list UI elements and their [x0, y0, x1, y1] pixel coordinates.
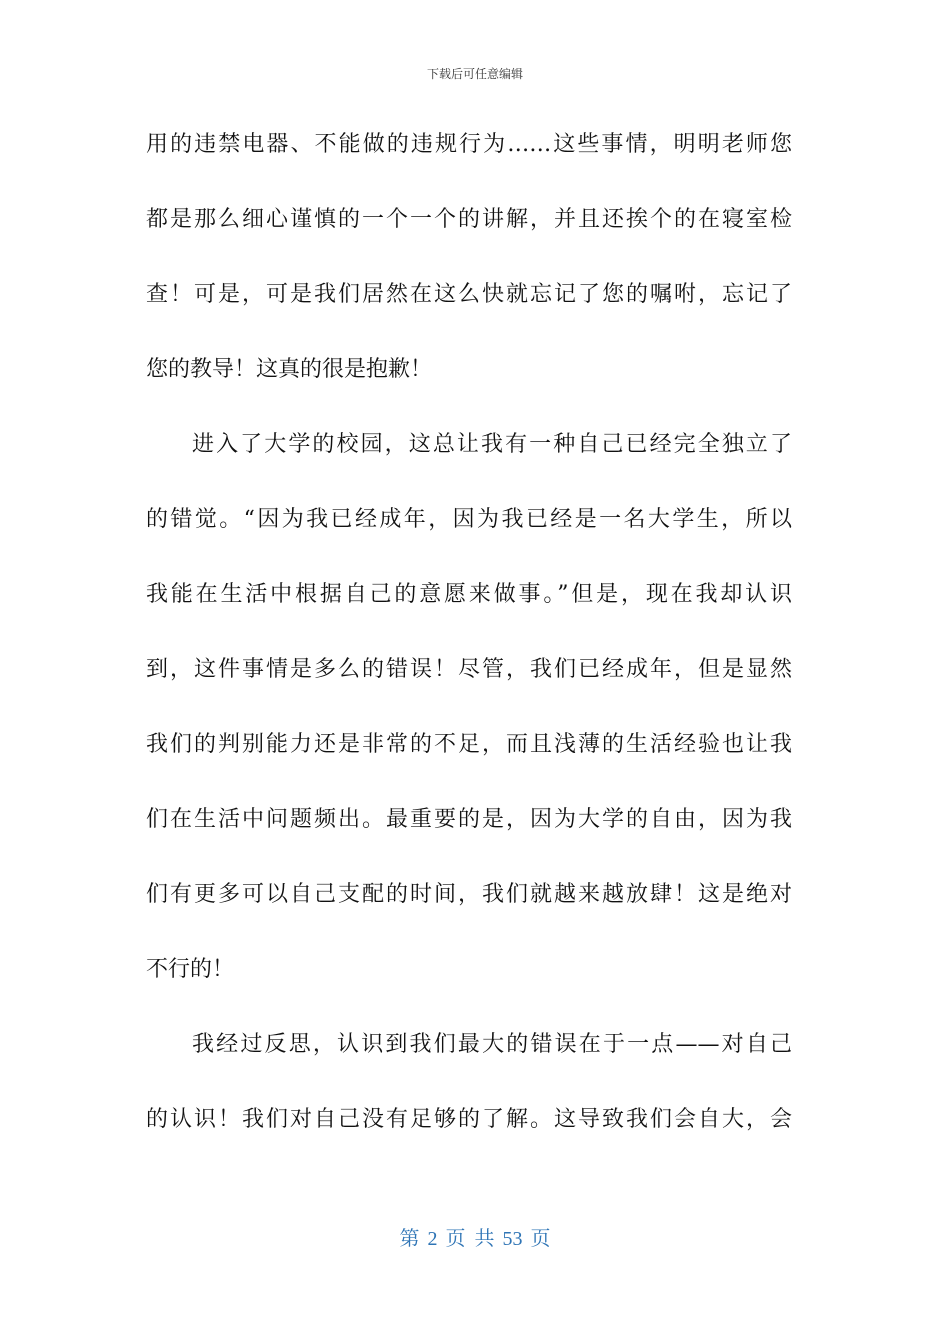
text-line: 的认识！我们对自己没有足够的了解。这导致我们会自大，会 — [146, 1107, 792, 1132]
text-line: 用的违禁电器、不能做的违规行为……这些事情，明明老师您 — [146, 132, 792, 157]
page-footer — [0, 1226, 950, 1252]
total-pages-number: 53 — [502, 1228, 523, 1250]
text-line: 查！可是，可是我们居然在这么快就忘记了您的嘱咐，忘记了 — [146, 282, 792, 307]
text-line: 不行的！ — [146, 957, 235, 982]
page-header: 下载后可任意编辑 — [426, 67, 523, 81]
text-line: 我能在生活中根据自己的意愿来做事。”但是，现在我却认识 — [146, 582, 792, 607]
text-line-paragraph-start: 我经过反思，认识到我们最大的错误在于一点——对自己 — [192, 1032, 792, 1057]
text-line: 们有更多可以自己支配的时间，我们就越来越放肆！这是绝对 — [146, 882, 792, 907]
footer-prefix: 第 — [399, 1228, 420, 1250]
text-line: 的错觉。“因为我已经成年，因为我已经是一名大学生，所以 — [146, 507, 792, 532]
document-body — [146, 124, 792, 1174]
text-line: 们在生活中问题频出。最重要的是，因为大学的自由，因为我 — [146, 807, 792, 832]
text-line: 到，这件事情是多么的错误！尽管，我们已经成年，但是显然 — [146, 657, 792, 682]
text-line: 我们的判别能力还是非常的不足，而且浅薄的生活经验也让我 — [146, 732, 792, 757]
footer-middle: 页 共 — [445, 1228, 495, 1250]
text-line: 都是那么细心谨慎的一个一个的讲解，并且还挨个的在寝室检 — [146, 207, 792, 232]
text-line-paragraph-start: 进入了大学的校园，这总让我有一种自己已经完全独立了 — [192, 432, 792, 457]
current-page-number: 2 — [427, 1228, 438, 1250]
footer-suffix: 页 — [530, 1228, 551, 1250]
text-line: 您的教导！这真的很是抱歉！ — [146, 357, 433, 382]
